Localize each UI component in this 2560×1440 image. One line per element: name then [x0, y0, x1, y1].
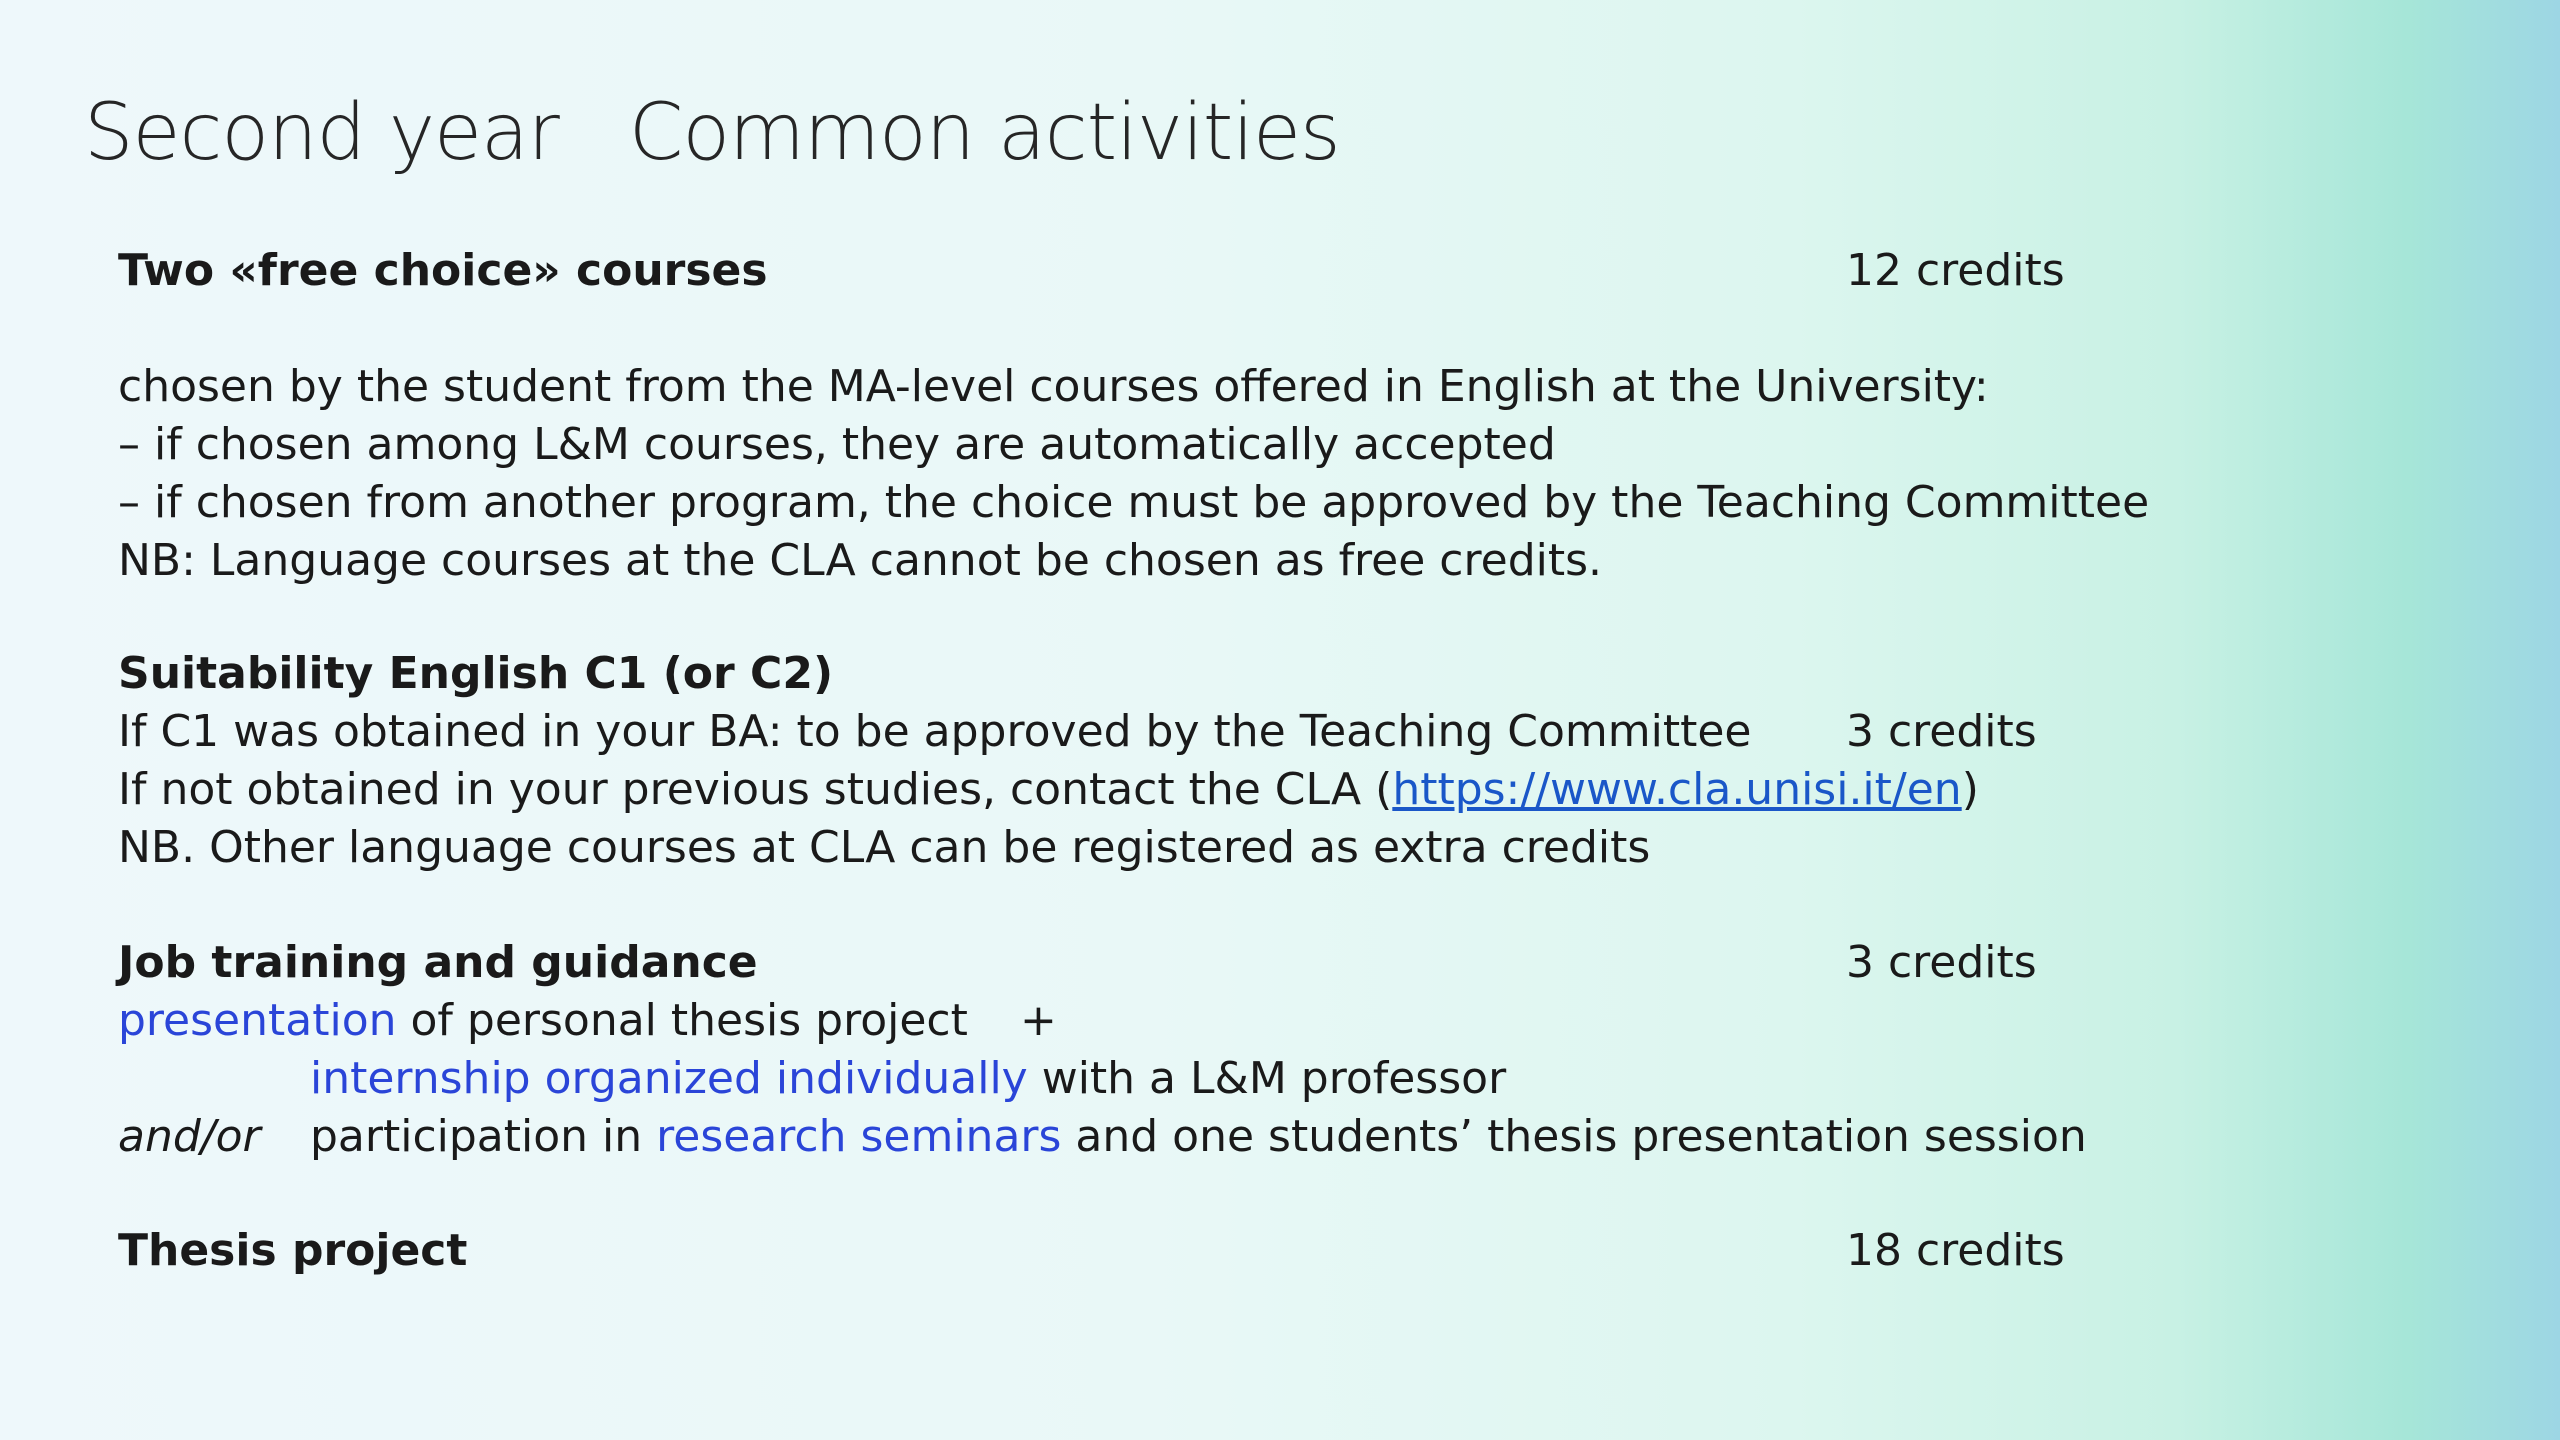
participation-text: participation in	[310, 1111, 657, 1162]
presentation-rest: of personal thesis project	[396, 995, 968, 1046]
free-choice-heading: Two «free choice» courses	[118, 245, 768, 296]
free-choice-nb: NB: Language courses at the CLA cannot be chosen as free credits.	[118, 535, 1603, 586]
internship-text: internship organized individually	[310, 1053, 1028, 1104]
slide-title	[84, 88, 1340, 178]
internship-rest: with a L&M professor	[1027, 1053, 1507, 1104]
title-common-activities: Common activities	[628, 88, 1340, 178]
presentation-text: presentation	[118, 995, 397, 1046]
english-line-2-prefix: If not obtained in your previous studies, contact the CLA (	[118, 764, 1393, 815]
english-heading: Suitability English C1 (or C2)	[118, 648, 834, 699]
cla-link[interactable]: https://www.cla.unisi.it/en	[1392, 764, 1962, 815]
english-nb: NB. Other language courses at CLA can be registered as extra credits	[118, 822, 1651, 873]
research-seminars-text: research seminars	[656, 1111, 1062, 1162]
seminars-rest: and one students’ thesis presentation session	[1061, 1111, 2087, 1162]
job-training-heading: Job training and guidance	[118, 937, 758, 988]
thesis-credits: 18 credits	[1846, 1225, 2065, 1276]
free-choice-credits: 12 credits	[1846, 245, 2065, 296]
free-choice-line-3: – if chosen from another program, the choice must be approved by the Teaching Committee	[118, 477, 2150, 528]
english-credits: 3 credits	[1846, 706, 2037, 757]
english-line-1: If C1 was obtained in your BA: to be approved by the Teaching Committee	[118, 706, 1752, 757]
english-line-2-suffix: )	[1961, 764, 1979, 815]
job-training-line-1	[118, 992, 968, 1050]
english-line-2	[118, 761, 1979, 819]
andor-text: and/or	[118, 1111, 261, 1162]
job-training-line-2	[118, 1050, 1506, 1108]
free-choice-line-2: – if chosen among L&M courses, they are automatically accepted	[118, 419, 1556, 470]
thesis-heading: Thesis project	[118, 1225, 468, 1276]
free-choice-line-1: chosen by the student from the MA-level courses offered in English at the University:	[118, 361, 1989, 412]
plus-sign: +	[1020, 995, 1057, 1046]
job-training-credits: 3 credits	[1846, 937, 2037, 988]
title-second-year: Second year	[84, 88, 559, 178]
job-training-line-3	[118, 1108, 2087, 1166]
